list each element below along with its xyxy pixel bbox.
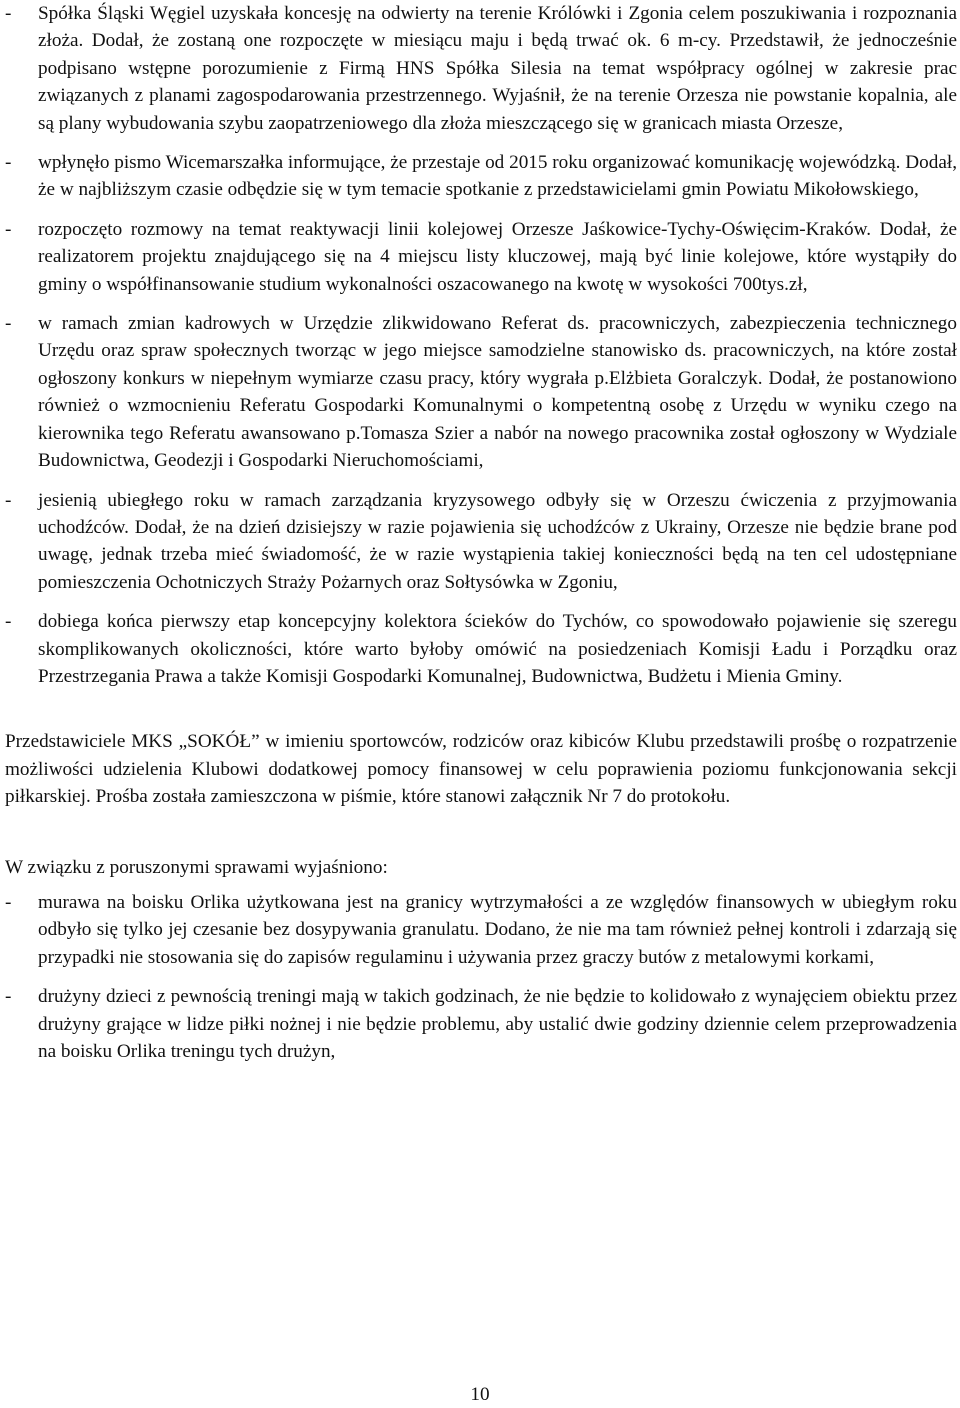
list-dash: - xyxy=(5,891,12,913)
page-number: 10 xyxy=(470,1384,490,1405)
paragraph-intro: W związku z poruszonymi sprawami wyjaśniono: xyxy=(5,856,388,878)
spacer xyxy=(5,811,957,854)
list-explanations xyxy=(5,889,957,1065)
list-item xyxy=(5,487,957,597)
paragraph-mks-sokol: Przedstawiciele MKS „SOKÓŁ” w imieniu sportowców, rodziców oraz kibiców Klubu przedstawili prośbę o rozpatrzenie możliwości udzielenia Klubowi dodatkowej pomocy finansowej w celu poprawienia poziomu funkcjonowania sekcji piłkarskiej. Prośba została zamieszczona w piśmie, które stanowi załącznik Nr 7 do protokołu. xyxy=(5,731,957,808)
list-item-text: wpłynęło pismo Wicemarszałka informujące, że przestaje od 2015 roku organizować komunikację wojewódzką. Dodał, że w najbliższym czasie odbędzie się w tym temacie spotkanie z przedstawicielami gmin Powiatu Mikołowskiego, xyxy=(38,152,957,201)
spacer xyxy=(5,881,957,889)
list-dash: - xyxy=(5,986,12,1008)
list-dash: - xyxy=(5,218,12,240)
list-announcements xyxy=(5,0,957,690)
list-item xyxy=(5,608,957,690)
list-item-text: murawa na boisku Orlika użytkowana jest na granicy wytrzymałości a ze względów finansowych w ubiegłym roku odbyło się tylko jej czesanie bez dosypywania granulatu. Dodano, że nie ma tam również pełnej kontroli i zdarzają się przypadki nie stosowania się do zapisów regulaminu i używania przez graczy butów z metalowymi korkami, xyxy=(38,891,957,968)
list-dash: - xyxy=(5,152,12,174)
list-item xyxy=(5,149,957,204)
list-item xyxy=(5,983,957,1065)
list-dash: - xyxy=(5,3,12,24)
list-item-text: w ramach zmian kadrowych w Urzędzie zlikwidowano Referat ds. pracowniczych, zabezpieczenia technicznego Urzędu oraz spraw społecznych tworząc w jego miejsce samodzielne stanowisko ds. pracowniczych, na które został ogłoszony konkurs w niepełnym wymiarze czasu pracy, który wygrała p.Elżbieta Goralczyk. Dodał, że postanowiono również o wzmocnieniu Referatu Gospodarki Komunalnymi o kompetentną osobę z Urzędu w wyniku czego na kierownika tego Referatu awansowano p.Tomasza Szier a nabór na nowego pracownika został ogłoszony w Wydziale Budownictwa, Geodezji i Gospodarki Nieruchomościami, xyxy=(38,313,957,472)
list-item xyxy=(5,310,957,474)
list-item-text: dobiega końca pierwszy etap koncepcyjny kolektora ścieków do Tychów, co spowodowało pojawienie się szeregu skomplikowanych okoliczności, które warto byłoby omówić na posiedzeniach Komisji Ładu i Porządku oraz Przestrzegania Prawa a także Komisji Gospodarki Komunalnej, Budownictwa, Budżetu i Mienia Gminy. xyxy=(38,611,957,687)
list-dash: - xyxy=(5,611,12,633)
document-content xyxy=(5,0,957,1065)
list-dash: - xyxy=(5,313,12,335)
list-item-text: rozpoczęto rozmowy na temat reaktywacji linii kolejowej Orzesze Jaśkowice-Tychy-Oświęcim-Kraków. Dodał, że realizatorem projektu znajdującego się na 4 miejscu listy kluczowej, mają być linie kolejowe, które wystąpiły do gminy o współfinansowanie studium wykonalności oszacowanego na kwotę w wysokości 700tys.zł, xyxy=(38,218,957,295)
list-item xyxy=(5,889,957,971)
list-dash: - xyxy=(5,489,12,511)
list-item xyxy=(5,0,957,137)
list-item-text: Spółka Śląski Węgiel uzyskała koncesję na odwierty na terenie Królówki i Zgonia celem poszukiwania i rozpoznania złoża. Dodał, że zostaną one rozpoczęte w miesiącu maju i będą trwać ok. 6 m-cy. Przedstawił, że jednocześnie podpisano wstępne porozumienie z Firmą HNS Spółka Silesia na temat współpracy ogólnej w zakresie prac związanych z planami zagospodarowania przestrzennego. Wyjaśnił, że na terenie Orzesza nie powstanie kopalnia, ale są plany wybudowania szybu zaopatrzeniowego dla złoża mieszczącego się w granicach miasta Orzesze, xyxy=(38,3,957,134)
list-item xyxy=(5,216,957,298)
spacer xyxy=(5,690,957,728)
list-item-text: jesienią ubiegłego roku w ramach zarządzania kryzysowego odbyły się w Orzeszu ćwiczenia z przyjmowania uchodźców. Dodał, że na dzień dzisiejszy w razie pojawienia się uchodźców z Ukrainy, Orzesze nie będzie brane pod uwagę, jednak trzeba mieć świadomość, że w razie wystąpienia takiej konieczności będą na ten cel udostępniane pomieszczenia Ochotniczych Straży Pożarnych oraz Sołtysówka w Zgoniu, xyxy=(38,489,957,593)
list-item-text: drużyny dzieci z pewnością treningi mają w takich godzinach, że nie będzie to kolidowało z wynajęciem obiektu przez drużyny grające w lidze piłki nożnej i nie będzie problemu, aby ustalić dwie godziny dziennie celem przeprowadzenia na boisku Orlika treningu tych drużyn, xyxy=(38,986,957,1062)
